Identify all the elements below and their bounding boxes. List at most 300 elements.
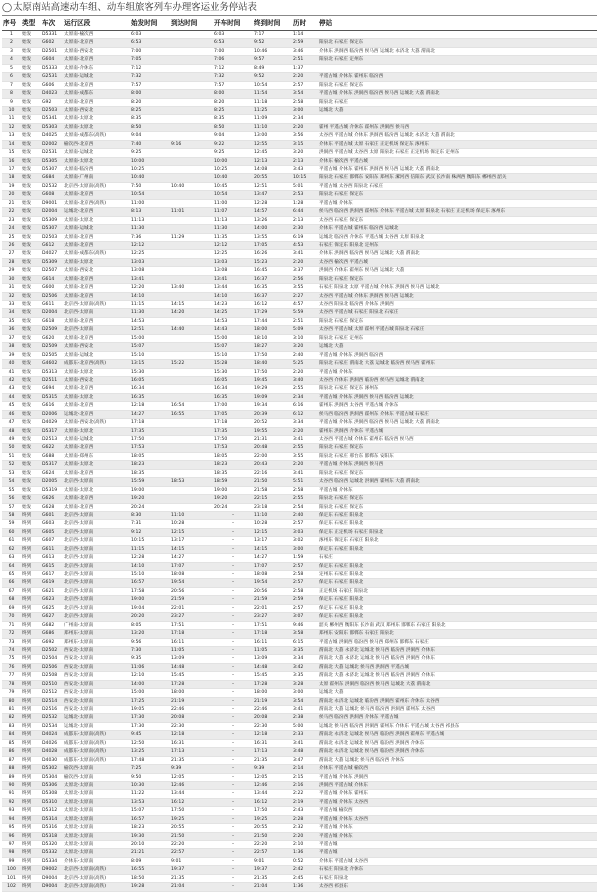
cell-depart-time: 8:20 [213, 98, 253, 106]
cell-terminal-time: 17:29 [253, 309, 292, 317]
cell-type: 终到 [21, 841, 41, 849]
cell-no: 4 [2, 56, 21, 64]
cell-origin-time: 13:53 [130, 798, 170, 806]
table-row [2, 461, 597, 469]
cell-no: 83 [2, 722, 21, 730]
cell-no: 81 [2, 706, 21, 714]
cell-type: 终到 [21, 883, 41, 891]
cell-duration: 2:58 [292, 571, 318, 579]
cell-depart-time: – [213, 604, 253, 612]
cell-terminal-time: 17:05 [253, 241, 292, 249]
cell-origin-time: 18:50 [130, 874, 170, 882]
cell-duration: 2:54 [292, 503, 318, 511]
cell-arrive-time [170, 199, 213, 207]
cell-stops: 平遥古城 介休东 [318, 486, 597, 494]
table-row [2, 81, 597, 89]
cell-depart-time: – [213, 528, 253, 536]
cell-arrive-time: 17:28 [170, 680, 213, 688]
cell-terminal-time: 20:55 [253, 824, 292, 832]
cell-route: 北京西-太原南(高铁) [63, 301, 130, 309]
cell-terminal-time: 21:50 [253, 832, 292, 840]
cell-depart-time: – [213, 790, 253, 798]
cell-stops [318, 31, 597, 39]
cell-no: 24 [2, 225, 21, 233]
cell-stops: 太谷西 介休东 洪洞西 临汾西 侯马西 运城北 渭南北 [318, 376, 597, 384]
cell-train: D5302 [41, 765, 63, 773]
cell-train: G616 [41, 402, 63, 410]
cell-train: D5314 [41, 815, 63, 823]
cell-depart-time: – [213, 613, 253, 621]
cell-stops: 霍州东 洪洞西 太谷西 平遥古城 介休东 [318, 402, 597, 410]
cell-route: 郑州东-太原南 [63, 638, 130, 646]
table-row [2, 486, 597, 494]
cell-origin-time: 7:05 [130, 56, 170, 64]
cell-stops: 阳泉北 石家庄 定州东 [318, 56, 597, 64]
cell-origin-time: 11:30 [130, 225, 170, 233]
cell-origin-time: 16:34 [130, 385, 170, 393]
cell-train: D5332 [41, 849, 63, 857]
cell-duration: 1:37 [292, 64, 318, 72]
cell-depart-time: – [213, 748, 253, 756]
cell-stops: 平遥古城 介休东 洪洞西 侯马西 临汾西 运城北 [318, 393, 597, 401]
cell-arrive-time: 19:37 [170, 866, 213, 874]
cell-origin-time: 14:27 [130, 410, 170, 418]
cell-train: D5316 [41, 824, 63, 832]
cell-origin-time: 7:12 [130, 64, 170, 72]
cell-terminal-time: 19:55 [253, 427, 292, 435]
cell-type: 终到 [21, 832, 41, 840]
table-row [2, 528, 597, 536]
cell-train: D2004 [41, 309, 63, 317]
cell-origin-time: 12:18 [130, 402, 170, 410]
table-row [2, 216, 597, 224]
cell-origin-time: 10:15 [130, 537, 170, 545]
cell-origin-time: 14:10 [130, 562, 170, 570]
page-title [2, 1, 257, 14]
cell-stops: 阳泉北 石家庄 [318, 98, 597, 106]
cell-depart-time: 16:34 [213, 385, 253, 393]
cell-train: D2506 [41, 663, 63, 671]
cell-stops: 保定东 石家庄 阳泉北 [318, 613, 597, 621]
table-row [2, 562, 597, 570]
cell-no: 71 [2, 621, 21, 629]
cell-origin-time: 15:07 [130, 343, 170, 351]
cell-route: 太原南-北京西 [63, 275, 130, 283]
cell-stops: 平遥古城 介休东 洪洞西 临汾西 [318, 351, 597, 359]
cell-terminal-time: 13:17 [253, 537, 292, 545]
cell-route: 太原南-北京西 [63, 292, 130, 300]
cell-depart-time: 17:00 [213, 402, 253, 410]
cell-duration: 3:56 [292, 132, 318, 140]
cell-route: 太原南-西安北 [63, 47, 130, 55]
cell-stops: 介休东 平遥古城 霍州东 临汾西 运城北 [318, 225, 597, 233]
cell-train: D2506 [41, 292, 63, 300]
cell-arrive-time: 17:18 [170, 630, 213, 638]
cell-type: 始发 [21, 225, 41, 233]
cell-depart-time: 14:53 [213, 317, 253, 325]
cell-arrive-time [170, 495, 213, 503]
cell-arrive-time: 11:05 [170, 646, 213, 654]
cell-terminal-time: 11:18 [253, 98, 292, 106]
cell-stops: 平遥古城 [318, 841, 597, 849]
cell-train: D5306 [41, 781, 63, 789]
cell-origin-time: 13:15 [130, 360, 170, 368]
cell-train: D2509 [41, 326, 63, 334]
cell-no: 91 [2, 790, 21, 798]
cell-train: G600 [41, 284, 63, 292]
cell-depart-time: 17:18 [213, 419, 253, 427]
cell-no: 79 [2, 689, 21, 697]
cell-terminal-time: 17:50 [253, 807, 292, 815]
cell-type: 终到 [21, 697, 41, 705]
cell-route: 太原北-太原南 [63, 824, 130, 832]
cell-stops: 太谷西 平遥古城 石家庄 阳泉北 石家庄 [318, 309, 597, 317]
cell-route: 太原南-太原北 [63, 258, 130, 266]
cell-type: 始发 [21, 208, 41, 216]
cell-terminal-time: 18:08 [253, 571, 292, 579]
cell-terminal-time: 11:10 [253, 511, 292, 519]
cell-depart-time: 11:07 [213, 208, 253, 216]
cell-depart-time: 19:20 [213, 495, 253, 503]
cell-route: 北京西-太原南(高铁) [63, 874, 130, 882]
cell-train: D9001 [41, 199, 63, 207]
cell-terminal-time: 20:08 [253, 714, 292, 722]
cell-no: 96 [2, 832, 21, 840]
table-row [2, 672, 597, 680]
cell-train: G608 [41, 191, 63, 199]
cell-duration: 6:12 [292, 410, 318, 418]
cell-origin-time: 18:05 [130, 452, 170, 460]
cell-no: 7 [2, 81, 21, 89]
cell-depart-time: – [213, 655, 253, 663]
cell-no: 60 [2, 528, 21, 536]
cell-terminal-time: 20:48 [253, 444, 292, 452]
cell-stops: 渭南北 大荔 永济北 运城北 侯马西 临汾西 洪洞西 介休东 [318, 646, 597, 654]
cell-route: 太原南-北京西 [63, 241, 130, 249]
cell-depart-time: 10:45 [213, 182, 253, 190]
cell-route: 北京西-太原南 [63, 596, 130, 604]
table-row [2, 334, 597, 342]
cell-stops: 侯马西 临汾西 洪洞西 霍州东 介休东 平遥古城 太原 阳泉北 石家庄 正定机场 保定东 涿州东 [318, 208, 597, 216]
cell-route: 太原南-太原北 [63, 157, 130, 165]
cell-train: G686 [41, 630, 63, 638]
cell-duration: 2:51 [292, 56, 318, 64]
cell-duration: 2:59 [292, 596, 318, 604]
table-row [2, 301, 597, 309]
cell-type: 始发 [21, 343, 41, 351]
cell-stops [318, 64, 597, 72]
cell-type: 终到 [21, 554, 41, 562]
table-row [2, 233, 597, 241]
cell-stops: 阳泉北 石家庄 保定东 [318, 444, 597, 452]
cell-arrive-time: 9:16 [170, 140, 213, 148]
cell-duration: 2:57 [292, 520, 318, 528]
cell-arrive-time: 22:20 [170, 841, 213, 849]
cell-route: 太原南-北京西 [63, 402, 130, 410]
cell-origin-time: 20:10 [130, 841, 170, 849]
cell-arrive-time: 21:35 [170, 874, 213, 882]
cell-duration: 2:30 [292, 225, 318, 233]
cell-duration: 3:00 [292, 689, 318, 697]
cell-terminal-time: 11:10 [253, 123, 292, 131]
table-row [2, 587, 597, 595]
cell-origin-time: 12:20 [130, 284, 170, 292]
cell-route: 北京西-太原南 [63, 528, 130, 536]
cell-type: 始发 [21, 317, 41, 325]
cell-terminal-time: 15:23 [253, 258, 292, 266]
cell-no: 14 [2, 140, 21, 148]
cell-arrive-time [170, 444, 213, 452]
cell-depart-time: 6:03 [213, 31, 253, 39]
cell-duration: 6:44 [292, 208, 318, 216]
table-row [2, 832, 597, 840]
cell-train: G601 [41, 511, 63, 519]
cell-origin-time: 6:53 [130, 39, 170, 47]
cell-train: D5303 [41, 123, 63, 131]
table-row [2, 874, 597, 882]
cell-no: 66 [2, 579, 21, 587]
cell-depart-time: 9:04 [213, 132, 253, 140]
cell-duration: 2:40 [292, 351, 318, 359]
cell-arrive-time [170, 469, 213, 477]
cell-route: 成都东-太原南(高铁) [63, 748, 130, 756]
cell-route: 太原南-临汾西 [63, 166, 130, 174]
cell-stops: 太谷西 祁县东 [318, 883, 597, 891]
cell-depart-time: 19:00 [213, 486, 253, 494]
cell-duration: 3:07 [292, 613, 318, 621]
cell-duration: 3:42 [292, 663, 318, 671]
cell-arrive-time: 11:29 [170, 233, 213, 241]
cell-no: 5 [2, 64, 21, 72]
cell-arrive-time: 10:40 [170, 182, 213, 190]
cell-depart-time: – [213, 815, 253, 823]
cell-depart-time: 9:22 [213, 140, 253, 148]
cell-arrive-time [170, 106, 213, 114]
cell-arrive-time: 9:39 [170, 765, 213, 773]
cell-no: 70 [2, 613, 21, 621]
cell-duration: 3:40 [292, 376, 318, 384]
table-row [2, 106, 597, 114]
cell-type: 始发 [21, 486, 41, 494]
table-row [2, 47, 597, 55]
cell-origin-time: 9:12 [130, 528, 170, 536]
cell-origin-time: 17:35 [130, 427, 170, 435]
cell-no: 102 [2, 883, 21, 891]
cell-duration: 1:14 [292, 31, 318, 39]
cell-train: D5333 [41, 64, 63, 72]
cell-duration: 2:20 [292, 368, 318, 376]
cell-depart-time: 12:12 [213, 241, 253, 249]
cell-train: D4025 [41, 132, 63, 140]
cell-type: 始发 [21, 216, 41, 224]
cell-duration: 2:57 [292, 604, 318, 612]
cell-type: 始发 [21, 56, 41, 64]
cell-route: 榆次西-太原南 [63, 773, 130, 781]
cell-duration: 4:57 [292, 301, 318, 309]
cell-origin-time: 21:21 [130, 849, 170, 857]
cell-arrive-time [170, 419, 213, 427]
cell-type: 终到 [21, 798, 41, 806]
cell-route: 太原南-北京西 [63, 56, 130, 64]
cell-arrive-time: 13:17 [170, 537, 213, 545]
cell-stops: 阳泉北 石家庄 定州东 [318, 334, 597, 342]
cell-origin-time: 10:40 [130, 174, 170, 182]
cell-stops: 郑州东 安阳东 邯郸东 石家庄 阳泉北 [318, 630, 597, 638]
cell-no: 29 [2, 267, 21, 275]
cell-train: D9002 [41, 866, 63, 874]
cell-stops: 平遥古城 [318, 849, 597, 857]
cell-no: 25 [2, 233, 21, 241]
cell-type: 始发 [21, 149, 41, 157]
cell-train: D2532 [41, 182, 63, 190]
cell-train: G628 [41, 503, 63, 511]
cell-terminal-time: 19:54 [253, 579, 292, 587]
cell-train: G618 [41, 317, 63, 325]
cell-depart-time: 10:00 [213, 157, 253, 165]
cell-stops [318, 115, 597, 123]
cell-type: 终到 [21, 790, 41, 798]
cell-train: G621 [41, 587, 63, 595]
cell-no: 8 [2, 90, 21, 98]
cell-arrive-time: 12:46 [170, 781, 213, 789]
cell-no: 55 [2, 486, 21, 494]
cell-depart-time: 16:35 [213, 393, 253, 401]
cell-stops: 太谷西 平遥古城 介休东 洪洞西 临汾西 运城北 永济北 大荔 渭南北 [318, 132, 597, 140]
cell-arrive-time: 20:08 [170, 714, 213, 722]
cell-train: G619 [41, 579, 63, 587]
cell-train: D9004 [41, 883, 63, 891]
cell-terminal-time: 13:26 [253, 216, 292, 224]
cell-stops: 定州东 石家庄 阳泉北 [318, 571, 597, 579]
table-row [2, 756, 597, 764]
cell-arrive-time [170, 166, 213, 174]
cell-no: 99 [2, 857, 21, 865]
cell-type: 始发 [21, 385, 41, 393]
cell-terminal-time: 22:57 [253, 849, 292, 857]
cell-type: 终到 [21, 807, 41, 815]
cell-depart-time: – [213, 781, 253, 789]
cell-type: 终到 [21, 528, 41, 536]
cell-stops: 渭南北 大荔 永济北 运城北 侯马西 临汾西 洪洞西 介休东 [318, 655, 597, 663]
cell-origin-time: 9:35 [130, 655, 170, 663]
cell-duration: 2:20 [292, 123, 318, 131]
cell-no: 16 [2, 157, 21, 165]
cell-train: G625 [41, 604, 63, 612]
cell-origin-time: 14:53 [130, 317, 170, 325]
cell-stops: 保定东 石家庄 阳泉北 [318, 545, 597, 553]
cell-arrive-time [170, 393, 213, 401]
table-row [2, 554, 597, 562]
cell-route: 太原北-太原南 [63, 807, 130, 815]
table-body [2, 31, 597, 892]
cell-stops: 太谷西 榆次西 平遥古城 [318, 258, 597, 266]
cell-duration: 3:02 [292, 537, 318, 545]
cell-route: 北京西-太原南 [63, 511, 130, 519]
cell-train: G694 [41, 385, 63, 393]
timetable [2, 15, 597, 892]
cell-origin-time: 16:35 [130, 393, 170, 401]
cell-duration: 0:52 [292, 857, 318, 865]
cell-origin-time: 8:20 [130, 98, 170, 106]
cell-duration: 3:28 [292, 680, 318, 688]
cell-terminal-time: 13:47 [253, 191, 292, 199]
cell-stops: 涿州东 保定东 石家庄 阳泉北 [318, 537, 597, 545]
cell-terminal-time: 9:57 [253, 56, 292, 64]
table-row [2, 680, 597, 688]
cell-arrive-time: 22:30 [170, 722, 213, 730]
table-row [2, 140, 597, 148]
table-row [2, 857, 597, 865]
cell-terminal-time: 16:26 [253, 250, 292, 258]
cell-arrive-time: 22:57 [170, 849, 213, 857]
cell-route: 太原北-太原南 [63, 790, 130, 798]
cell-stops: 渭南北 大荔 运城北 侯马西 临汾西 洪洞西 霍州东 太谷西 [318, 706, 597, 714]
cell-route: 太原北-太原南 [63, 781, 130, 789]
cell-stops: 保定东 石家庄 阳泉北 [318, 604, 597, 612]
cell-depart-time: 7:00 [213, 47, 253, 55]
cell-route: 北京西-太原南 [63, 309, 130, 317]
cell-route: 西安北-太原南 [63, 655, 130, 663]
cell-stops: 阳泉北 石家庄 保定东 [318, 39, 597, 47]
table-row [2, 199, 597, 207]
cell-stops: 阳泉北 石家庄 邯郸东 安阳东 郑州东 漯河西 信阳东 武汉 长沙南 株洲西 衡阳东 郴州西 韶关 [318, 174, 597, 182]
cell-depart-time: 14:10 [213, 292, 253, 300]
cell-duration: 3:00 [292, 106, 318, 114]
cell-stops: 平遥古城 介休东 洪洞西 侯马西 [318, 461, 597, 469]
cell-stops: 太谷西 平遥古城 太原 霍州 平遥古城 阳泉北 石家庄 [318, 326, 597, 334]
table-row [2, 351, 597, 359]
table-row [2, 309, 597, 317]
col-header-type: 类型 [21, 16, 41, 31]
cell-arrive-time: 21:04 [170, 883, 213, 891]
cell-no: 90 [2, 781, 21, 789]
cell-origin-time: 8:35 [130, 115, 170, 123]
cell-terminal-time: 13:00 [253, 132, 292, 140]
table-row [2, 419, 597, 427]
table-row [2, 225, 597, 233]
cell-arrive-time [170, 64, 213, 72]
cell-type: 始发 [21, 39, 41, 47]
table-row [2, 166, 597, 174]
cell-route: 北京西-太原南 [63, 326, 130, 334]
cell-type: 终到 [21, 722, 41, 730]
table-row [2, 739, 597, 747]
cell-no: 45 [2, 402, 21, 410]
cell-train: D2002 [41, 140, 63, 148]
cell-terminal-time: 14:48 [253, 663, 292, 671]
cell-train: G607 [41, 537, 63, 545]
cell-origin-time: 19:00 [130, 596, 170, 604]
cell-arrive-time [170, 31, 213, 39]
cell-route: 运城北-太原南 [63, 714, 130, 722]
cell-train: G603 [41, 520, 63, 528]
page-title-text: 太原南站高速动车组、动车组旅客列车办理客运业务停站表 [13, 2, 257, 13]
cell-no: 23 [2, 216, 21, 224]
cell-no: 72 [2, 630, 21, 638]
cell-arrive-time: 21:35 [170, 756, 213, 764]
cell-train: D2509 [41, 343, 63, 351]
cell-stops: 阳泉北 石家庄 保定东 [318, 81, 597, 89]
cell-terminal-time: 20:52 [253, 419, 292, 427]
cell-no: 30 [2, 275, 21, 283]
cell-depart-time: 13:08 [213, 267, 253, 275]
cell-arrive-time: 12:15 [170, 528, 213, 536]
cell-duration: 3:37 [292, 267, 318, 275]
cell-arrive-time: 22:01 [170, 604, 213, 612]
cell-no: 39 [2, 351, 21, 359]
cell-terminal-time: 12:15 [253, 528, 292, 536]
cell-stops: 平遥古城 介休东 太谷西 [318, 815, 597, 823]
